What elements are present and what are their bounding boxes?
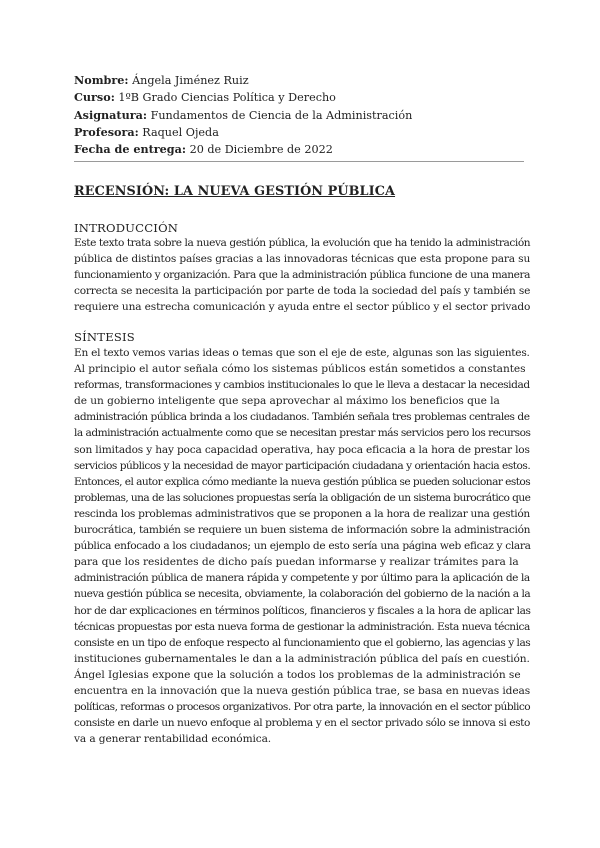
- paragraph-line: para que los residentes de dicho país puedan informarse y realizar trámites para la: [74, 556, 519, 569]
- paragraph-line: correcta se necesita la participación por parte de toda la sociedad del país y también se: [74, 285, 531, 298]
- profesora-label: Profesora:: [74, 124, 139, 139]
- paragraph-line: burocrática, también se requiere un buen sistema de información sobre la administración: [74, 524, 531, 537]
- paragraph-line: nueva gestión pública se necesita, obviamente, la colaboración del gobierno de la nación a la: [74, 588, 531, 601]
- paragraph-line: políticas, reformas o procesos organizativos. Por otra parte, la innovación en el sector público: [74, 701, 531, 714]
- header-divider: [74, 161, 524, 162]
- header-nombre: [74, 72, 534, 89]
- introduccion-paragraph: [74, 235, 534, 315]
- document-header: [74, 72, 534, 158]
- paragraph-line: servicios públicos y la necesidad de mayor participación ciudadana y orientación hacia estos.: [74, 459, 531, 472]
- fecha-label: Fecha de entrega:: [74, 142, 187, 157]
- paragraph-line: pública de distintos países gracias a las innovadoras técnicas que esta propone para su: [74, 253, 531, 266]
- sintesis-paragraph: [74, 345, 534, 747]
- paragraph-line: Ángel Iglesias expone que la solución a todos los problemas de la administración se: [74, 668, 521, 681]
- paragraph-line: va a generar rentabilidad económica.: [74, 733, 272, 746]
- fecha-value: 20 de Diciembre de 2022: [189, 143, 333, 157]
- paragraph-line: rescinda los problemas administrativos que se proponen a la hora de realizar una gestión: [74, 507, 530, 520]
- paragraph-line: administración pública de manera rápida y competente y por último para la aplicación de la: [74, 572, 530, 585]
- profesora-value: Raquel Ojeda: [142, 125, 219, 139]
- curso-value: 1ºB Grado Ciencias Política y Derecho: [118, 91, 336, 105]
- paragraph-line: funcionamiento y organización. Para que la administración pública funcione de una manera: [74, 269, 531, 282]
- nombre-value: Ángela Jiménez Ruiz: [132, 74, 249, 87]
- paragraph-line: encuentra en la innovación que la nueva gestión pública trae, se basa en nuevas ideas: [74, 684, 531, 697]
- header-profesora: [74, 124, 534, 141]
- paragraph-line: En el texto vemos varias ideas o temas que son el eje de este, algunas son las siguientes.: [74, 347, 530, 359]
- paragraph-line: consiste en darle un nuevo enfoque al problema y en el sector privado sólo se innova si esto: [74, 717, 530, 730]
- paragraph-line: problemas, una de las soluciones propuestas sería la obligación de un sistema burocrático que: [74, 491, 531, 504]
- curso-label: Curso:: [74, 90, 115, 105]
- introduccion-heading: INTRODUCCIÓN: [74, 221, 179, 235]
- paragraph-line: son limitados y hay poca capacidad operativa, hay poca eficacia a la hora de prestar los: [74, 443, 530, 456]
- paragraph-line: hor de dar explicaciones en términos políticos, financieros y fiscales a la hora de aplicar las: [74, 604, 531, 617]
- paragraph-line: de un gobierno inteligente que sepa aprovechar al máximo los beneficios que la: [74, 395, 500, 408]
- header-asignatura: [74, 107, 534, 124]
- document-title: RECENSIÓN: LA NUEVA GESTIÓN PÚBLICA: [74, 184, 396, 199]
- nombre-label: Nombre:: [74, 73, 129, 87]
- asignatura-value: Fundamentos de Ciencia de la Administración: [150, 108, 413, 122]
- paragraph-line: requiere una estrecha comunicación y ayuda entre el sector público y el sector privado: [74, 301, 531, 314]
- paragraph-line: Este texto trata sobre la nueva gestión pública, la evolución que ha tenido la administración: [74, 237, 531, 249]
- paragraph-line: administración pública brinda a los ciudadanos. También señala tres problemas centrales de: [74, 411, 530, 424]
- paragraph-line: consiste en un tipo de enfoque respecto al funcionamiento que el gobierno, las agencias y las: [74, 636, 531, 649]
- asignatura-label: Asignatura:: [74, 107, 148, 122]
- paragraph-line: Al principio el autor señala cómo los sistemas públicos están sometidos a constantes: [74, 363, 526, 376]
- header-fecha: [74, 141, 534, 158]
- paragraph-line: reformas, transformaciones y cambios institucionales lo que le lleva a destacar la necesidad: [74, 379, 530, 392]
- paragraph-line: Entonces, el autor explica cómo mediante la nueva gestión pública se pueden solucionar estos: [74, 475, 531, 488]
- header-curso: [74, 89, 534, 106]
- paragraph-line: instituciones gubernamentales le dan a la administración pública del país en cuestión.: [74, 652, 530, 665]
- sintesis-heading: SÍNTESIS: [74, 330, 135, 344]
- paragraph-line: técnicas propuestas por esta nueva forma de gestionar la administración. Esta nueva técnica: [74, 620, 530, 633]
- paragraph-line: la administración actualmente como que se necesitan prestar más servicios pero los recursos: [74, 427, 531, 440]
- paragraph-line: pública enfocado a los ciudadanos; un ejemplo de esto sería una página web eficaz y clara: [74, 540, 531, 553]
